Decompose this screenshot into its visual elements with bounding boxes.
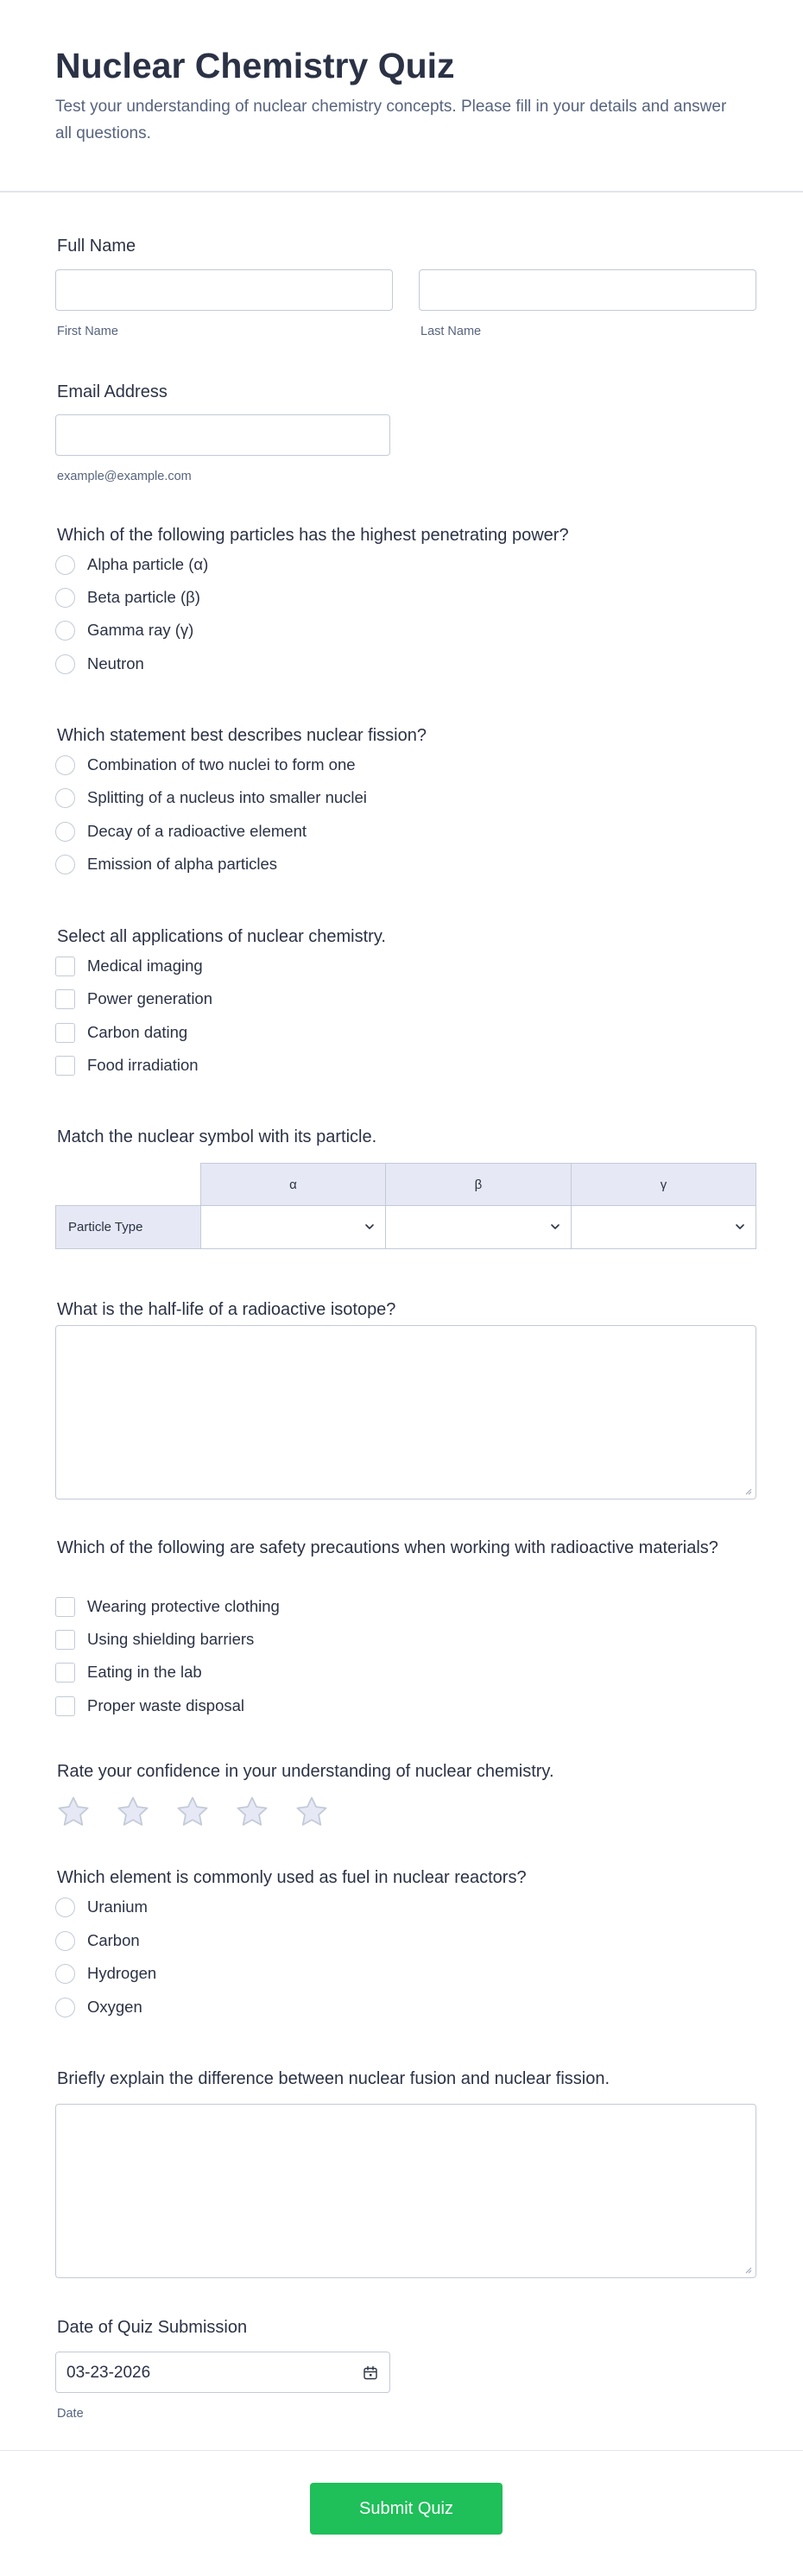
quiz-form bbox=[0, 193, 803, 2454]
date-label: Date of Quiz Submission bbox=[57, 2318, 248, 2337]
matrix-table bbox=[55, 1163, 756, 1249]
question-fusion-fission: Briefly explain the difference between nuclear fusion and nuclear fission. bbox=[57, 2069, 610, 2088]
resize-handle-icon[interactable] bbox=[743, 1487, 752, 1495]
checkbox-option[interactable] bbox=[55, 1595, 280, 1618]
checkbox-option[interactable] bbox=[55, 1695, 244, 1717]
question-penetrating-power: Which of the following particles has the highest penetrating power? bbox=[57, 526, 569, 545]
radio-option[interactable] bbox=[55, 754, 356, 776]
question-match: Match the nuclear symbol with its particle. bbox=[57, 1127, 377, 1146]
half-life-textarea[interactable] bbox=[55, 1325, 756, 1500]
last-name-sublabel: Last Name bbox=[420, 325, 482, 338]
chevron-down-icon bbox=[733, 1220, 747, 1234]
radio-option[interactable] bbox=[55, 653, 144, 675]
star-icon[interactable] bbox=[234, 1794, 270, 1830]
option-label: Wearing protective clothing bbox=[87, 1597, 280, 1615]
star-icon[interactable] bbox=[174, 1794, 211, 1830]
form-header bbox=[0, 0, 803, 193]
star-rating bbox=[55, 1794, 353, 1830]
chevron-down-icon bbox=[548, 1220, 562, 1234]
checkbox[interactable] bbox=[55, 989, 75, 1009]
last-name-input[interactable] bbox=[419, 269, 756, 311]
checkbox[interactable] bbox=[55, 1663, 75, 1683]
page-title: Nuclear Chemistry Quiz bbox=[55, 46, 455, 85]
chevron-down-icon bbox=[363, 1220, 376, 1234]
option-label: Oxygen bbox=[87, 1998, 142, 2016]
checkbox[interactable] bbox=[55, 1597, 75, 1617]
option-label: Power generation bbox=[87, 989, 213, 1007]
radio-button[interactable] bbox=[55, 1897, 75, 1917]
checkbox-option[interactable] bbox=[55, 1628, 254, 1651]
radio-button[interactable] bbox=[55, 788, 75, 808]
radio-option[interactable] bbox=[55, 619, 193, 641]
radio-option[interactable] bbox=[55, 786, 367, 809]
question-fission: Which statement best describes nuclear fission? bbox=[57, 726, 427, 745]
option-label: Medical imaging bbox=[87, 957, 203, 975]
option-label: Food irradiation bbox=[87, 1056, 199, 1074]
form-footer bbox=[0, 2450, 803, 2576]
checkbox[interactable] bbox=[55, 1696, 75, 1716]
radio-button[interactable] bbox=[55, 654, 75, 674]
option-label: Gamma ray (γ) bbox=[87, 621, 194, 639]
checkbox[interactable] bbox=[55, 1023, 75, 1043]
checkbox-option[interactable] bbox=[55, 955, 203, 977]
star-icon[interactable] bbox=[294, 1794, 330, 1830]
email-input[interactable] bbox=[55, 414, 390, 456]
option-label: Neutron bbox=[87, 654, 144, 672]
question-fuel: Which element is commonly used as fuel in nuclear reactors? bbox=[57, 1868, 527, 1887]
first-name-input[interactable] bbox=[55, 269, 393, 311]
radio-option[interactable] bbox=[55, 853, 277, 875]
option-label: Decay of a radioactive element bbox=[87, 822, 307, 840]
radio-button[interactable] bbox=[55, 1931, 75, 1951]
radio-option[interactable] bbox=[55, 1929, 140, 1952]
radio-option[interactable] bbox=[55, 1896, 148, 1918]
star-icon[interactable] bbox=[115, 1794, 151, 1830]
explanation-textarea[interactable] bbox=[55, 2104, 756, 2278]
page-subtitle: Test your understanding of nuclear chemistry concepts. Please fill in your details and answer all questions. bbox=[55, 98, 727, 142]
date-sublabel: Date bbox=[57, 2407, 84, 2421]
option-label: Eating in the lab bbox=[87, 1663, 202, 1681]
full-name-label: Full Name bbox=[57, 237, 136, 256]
checkbox[interactable] bbox=[55, 1630, 75, 1650]
option-label: Beta particle (β) bbox=[87, 588, 200, 606]
matrix-select-gamma[interactable] bbox=[571, 1205, 756, 1249]
checkbox-option[interactable] bbox=[55, 988, 212, 1010]
question-applications: Select all applications of nuclear chemistry. bbox=[57, 927, 386, 946]
option-label: Carbon bbox=[87, 1931, 140, 1949]
star-icon[interactable] bbox=[55, 1794, 92, 1830]
radio-button[interactable] bbox=[55, 855, 75, 874]
option-label: Using shielding barriers bbox=[87, 1630, 255, 1648]
option-label: Alpha particle (α) bbox=[87, 555, 209, 573]
date-input[interactable] bbox=[55, 2352, 390, 2393]
checkbox[interactable] bbox=[55, 957, 75, 976]
radio-button[interactable] bbox=[55, 1964, 75, 1984]
question-confidence: Rate your confidence in your understanding of nuclear chemistry. bbox=[57, 1762, 554, 1781]
calendar-icon[interactable] bbox=[362, 2364, 379, 2382]
option-label: Splitting of a nucleus into smaller nuclei bbox=[87, 788, 367, 806]
matrix-column-beta: β bbox=[385, 1163, 572, 1206]
question-half-life: What is the half-life of a radioactive isotope? bbox=[57, 1300, 396, 1319]
radio-button[interactable] bbox=[55, 822, 75, 842]
option-label: Uranium bbox=[87, 1897, 148, 1916]
checkbox-option[interactable] bbox=[55, 1054, 199, 1076]
checkbox-option[interactable] bbox=[55, 1661, 202, 1683]
checkbox-option[interactable] bbox=[55, 1021, 187, 1044]
submit-button[interactable]: Submit Quiz bbox=[310, 2483, 503, 2535]
radio-button[interactable] bbox=[55, 621, 75, 641]
matrix-select-alpha[interactable] bbox=[200, 1205, 386, 1249]
email-label: Email Address bbox=[57, 382, 168, 401]
radio-button[interactable] bbox=[55, 1998, 75, 2017]
first-name-sublabel: First Name bbox=[57, 325, 118, 338]
radio-button[interactable] bbox=[55, 588, 75, 608]
email-sublabel: example@example.com bbox=[57, 470, 192, 483]
option-label: Hydrogen bbox=[87, 1964, 157, 1982]
matrix-column-gamma: γ bbox=[571, 1163, 756, 1206]
radio-button[interactable] bbox=[55, 755, 75, 775]
option-label: Combination of two nuclei to form one bbox=[87, 755, 356, 773]
option-label: Proper waste disposal bbox=[87, 1696, 245, 1714]
radio-option[interactable] bbox=[55, 820, 307, 843]
question-safety: Which of the following are safety precautions when working with radioactive materials? bbox=[57, 1538, 718, 1557]
radio-option[interactable] bbox=[55, 1996, 142, 2018]
date-value: 03-23-2026 bbox=[66, 2364, 151, 2382]
radio-option[interactable] bbox=[55, 586, 200, 609]
option-label: Emission of alpha particles bbox=[87, 855, 278, 873]
matrix-row-label: Particle Type bbox=[55, 1205, 201, 1249]
radio-button[interactable] bbox=[55, 555, 75, 575]
resize-handle-icon[interactable] bbox=[743, 2265, 752, 2274]
radio-option[interactable] bbox=[55, 553, 208, 576]
checkbox[interactable] bbox=[55, 1056, 75, 1076]
matrix-select-beta[interactable] bbox=[385, 1205, 572, 1249]
radio-option[interactable] bbox=[55, 1962, 156, 1985]
option-label: Carbon dating bbox=[87, 1023, 188, 1041]
matrix-column-alpha: α bbox=[200, 1163, 386, 1206]
